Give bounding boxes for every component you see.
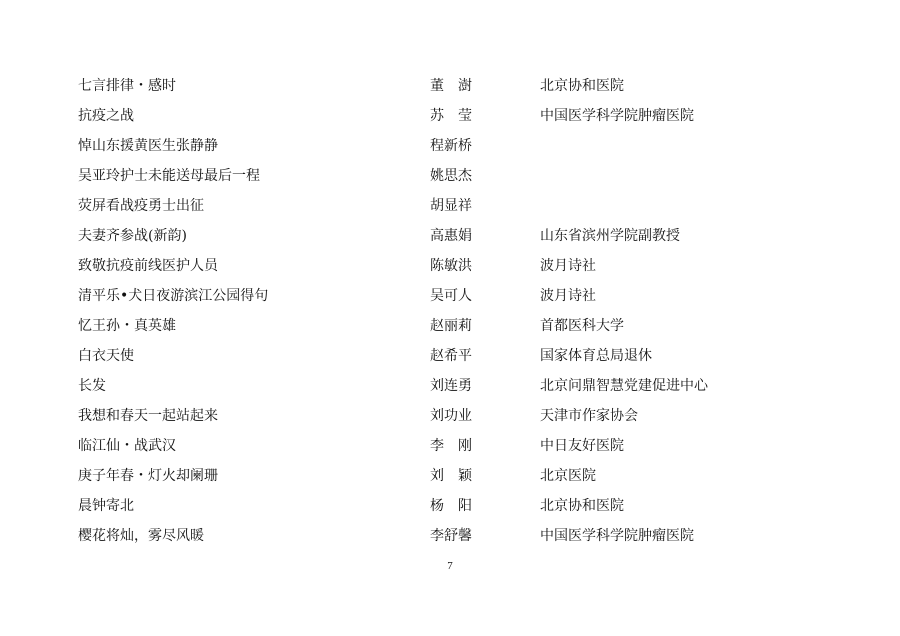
author-affiliation: 天津市作家协会 [540,408,638,424]
poem-title: 庚子年春・灯火却阑珊 [78,468,218,484]
poem-title: 樱花将灿，雾尽风暖 [78,528,204,544]
author-name: 胡显祥 [430,198,472,214]
list-item [78,401,838,431]
author-affiliation: 中国医学科学院肿瘤医院 [540,528,694,544]
author-name: 董 澍 [430,78,472,94]
poem-title: 悼山东援黄医生张静静 [78,138,218,154]
author-name: 赵丽莉 [430,318,472,334]
author-affiliation: 中日友好医院 [540,438,624,454]
list-item [78,161,838,191]
poem-title: 我想和春天一起站起来 [78,408,218,424]
list-item [78,521,838,551]
list-item [78,101,838,131]
author-name: 赵希平 [430,348,472,364]
page-number: 7 [447,560,453,572]
author-affiliation: 首都医科大学 [540,318,624,334]
author-name: 高惠娟 [430,228,472,244]
list-item [78,281,838,311]
list-item [78,131,838,161]
author-affiliation: 波月诗社 [540,258,596,274]
poem-title: 致敬抗疫前线医护人员 [78,258,218,274]
poem-title: 夫妻齐参战(新韵) [78,228,187,244]
list-item [78,311,838,341]
author-name: 刘 颖 [430,468,472,484]
poem-title: 晨钟寄北 [78,498,134,514]
poem-title: 吴亚玲护士未能送母最后一程 [78,168,260,184]
poem-title: 荧屏看战疫勇士出征 [78,198,204,214]
list-item [78,341,838,371]
list-item [78,431,838,461]
poem-title: 忆王孙・真英雄 [78,318,176,334]
author-name: 苏 莹 [430,108,472,124]
author-name: 李 刚 [430,438,472,454]
list-item [78,461,838,491]
author-name: 李舒馨 [430,528,472,544]
author-name: 程新桥 [430,138,472,154]
contents-list [78,71,838,551]
author-affiliation: 北京问鼎智慧党建促进中心 [540,378,708,394]
list-item [78,191,838,221]
list-item [78,491,838,521]
poem-title: 白衣天使 [78,348,134,364]
author-name: 杨 阳 [430,498,472,514]
author-affiliation: 北京协和医院 [540,498,624,514]
author-affiliation: 国家体育总局退休 [540,348,652,364]
author-name: 吴可人 [430,288,472,304]
list-item [78,371,838,401]
author-name: 刘功业 [430,408,472,424]
author-affiliation: 北京医院 [540,468,596,484]
poem-title: 长发 [78,378,106,394]
poem-title: 七言排律・感时 [78,78,176,94]
author-affiliation: 波月诗社 [540,288,596,304]
list-item [78,251,838,281]
author-affiliation: 山东省滨州学院副教授 [540,228,680,244]
author-name: 陈敏洪 [430,258,472,274]
author-name: 姚思杰 [430,168,472,184]
poem-title: 清平乐•犬日夜游滨江公园得句 [78,288,269,304]
author-affiliation: 中国医学科学院肿瘤医院 [540,108,694,124]
list-item [78,71,838,101]
list-item [78,221,838,251]
author-name: 刘连勇 [430,378,472,394]
poem-title: 抗疫之战 [78,108,134,124]
author-affiliation: 北京协和医院 [540,78,624,94]
poem-title: 临江仙・战武汉 [78,438,176,454]
